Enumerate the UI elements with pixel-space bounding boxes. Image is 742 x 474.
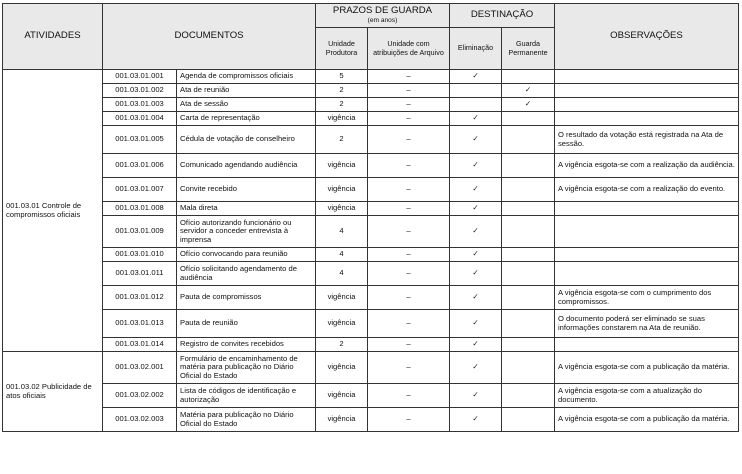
observacao xyxy=(555,98,739,112)
eliminacao-mark xyxy=(450,84,502,98)
table-row xyxy=(3,154,739,178)
header-prazos-title: PRAZOS DE GUARDA xyxy=(332,5,433,17)
document-code: 001.03.01.009 xyxy=(103,216,177,248)
prazo-unidade-produtora: vigência xyxy=(316,408,368,432)
document-name: Pauta de compromissos xyxy=(177,286,316,310)
document-code: 001.03.01.001 xyxy=(103,70,177,84)
header-atividades: ATIVIDADES xyxy=(3,4,103,70)
document-name: Carta de representação xyxy=(177,112,316,126)
prazo-unidade-arquivo: – xyxy=(368,248,450,262)
prazo-unidade-produtora: 4 xyxy=(316,248,368,262)
prazo-unidade-produtora: vigência xyxy=(316,286,368,310)
observacao xyxy=(555,70,739,84)
prazo-unidade-produtora: 2 xyxy=(316,84,368,98)
document-code: 001.03.01.004 xyxy=(103,112,177,126)
table-row xyxy=(3,178,739,202)
header-unidade-produtora: Unidade Produtora xyxy=(316,28,368,70)
activity-cell: 001.03.01 Controle de compromissos oficiais xyxy=(3,70,103,352)
guarda-permanente-mark xyxy=(502,70,555,84)
document-name: Formulário de encaminhamento de matéria para publicação no Diário Oficial do Estado xyxy=(177,352,316,384)
prazo-unidade-arquivo: – xyxy=(368,112,450,126)
document-name: Ata de reunião xyxy=(177,84,316,98)
eliminacao-mark: ✓ xyxy=(450,262,502,286)
document-code: 001.03.01.007 xyxy=(103,178,177,202)
document-code: 001.03.01.014 xyxy=(103,338,177,352)
document-name: Ofício autorizando funcionário ou servidor a conceder entrevista à imprensa xyxy=(177,216,316,248)
prazo-unidade-produtora: 2 xyxy=(316,338,368,352)
prazo-unidade-arquivo: – xyxy=(368,286,450,310)
prazo-unidade-produtora: vigência xyxy=(316,202,368,216)
eliminacao-mark: ✓ xyxy=(450,216,502,248)
document-name: Cédula de votação de conselheiro xyxy=(177,126,316,154)
prazo-unidade-arquivo: – xyxy=(368,310,450,338)
eliminacao-mark: ✓ xyxy=(450,248,502,262)
observacao xyxy=(555,216,739,248)
prazo-unidade-arquivo: – xyxy=(368,98,450,112)
document-name: Ata de sessão xyxy=(177,98,316,112)
prazo-unidade-produtora: 2 xyxy=(316,126,368,154)
activity-cell: 001.03.02 Publicidade de atos oficiais xyxy=(3,352,103,432)
eliminacao-mark: ✓ xyxy=(450,202,502,216)
prazo-unidade-arquivo: – xyxy=(368,154,450,178)
prazo-unidade-arquivo: – xyxy=(368,178,450,202)
document-code: 001.03.01.008 xyxy=(103,202,177,216)
eliminacao-mark: ✓ xyxy=(450,286,502,310)
guarda-permanente-mark xyxy=(502,248,555,262)
prazo-unidade-produtora: vigência xyxy=(316,154,368,178)
document-code: 001.03.01.010 xyxy=(103,248,177,262)
eliminacao-mark: ✓ xyxy=(450,384,502,408)
header-prazos xyxy=(316,4,450,28)
document-code: 001.03.02.003 xyxy=(103,408,177,432)
guarda-permanente-mark xyxy=(502,126,555,154)
table-body xyxy=(3,70,739,432)
table-row xyxy=(3,262,739,286)
eliminacao-mark: ✓ xyxy=(450,126,502,154)
table-row xyxy=(3,216,739,248)
prazo-unidade-produtora: vigência xyxy=(316,178,368,202)
header-guarda-permanente: Guarda Permanente xyxy=(502,28,555,70)
prazo-unidade-arquivo: – xyxy=(368,70,450,84)
eliminacao-mark: ✓ xyxy=(450,178,502,202)
guarda-permanente-mark xyxy=(502,338,555,352)
document-code: 001.03.01.013 xyxy=(103,310,177,338)
guarda-permanente-mark: ✓ xyxy=(502,98,555,112)
document-code: 001.03.01.005 xyxy=(103,126,177,154)
eliminacao-mark xyxy=(450,98,502,112)
observacao xyxy=(555,248,739,262)
table-row xyxy=(3,84,739,98)
document-name: Ofício convocando para reunião xyxy=(177,248,316,262)
document-code: 001.03.01.006 xyxy=(103,154,177,178)
prazo-unidade-arquivo: – xyxy=(368,338,450,352)
observacao xyxy=(555,338,739,352)
document-name: Matéria para publicação no Diário Oficial do Estado xyxy=(177,408,316,432)
document-code: 001.03.02.002 xyxy=(103,384,177,408)
document-name: Registro de convites recebidos xyxy=(177,338,316,352)
document-code: 001.03.01.011 xyxy=(103,262,177,286)
observacao: A vigência esgota-se com a publicação da matéria. xyxy=(555,352,739,384)
eliminacao-mark: ✓ xyxy=(450,408,502,432)
document-name: Pauta de reunião xyxy=(177,310,316,338)
observacao: O resultado da votação está registrada na Ata de sessão. xyxy=(555,126,739,154)
table-row xyxy=(3,248,739,262)
document-code: 001.03.02.001 xyxy=(103,352,177,384)
prazo-unidade-produtora: 5 xyxy=(316,70,368,84)
header-destinacao: DESTINAÇÃO xyxy=(450,4,555,28)
prazo-unidade-produtora: vigência xyxy=(316,384,368,408)
guarda-permanente-mark xyxy=(502,178,555,202)
prazo-unidade-arquivo: – xyxy=(368,262,450,286)
prazo-unidade-produtora: 2 xyxy=(316,98,368,112)
observacao: A vigência esgota-se com a atualização do documento. xyxy=(555,384,739,408)
guarda-permanente-mark xyxy=(502,112,555,126)
guarda-permanente-mark xyxy=(502,408,555,432)
document-code: 001.03.01.012 xyxy=(103,286,177,310)
observacao: A vigência esgota-se com o cumprimento dos compromissos. xyxy=(555,286,739,310)
prazo-unidade-produtora: 4 xyxy=(316,262,368,286)
guarda-permanente-mark xyxy=(502,352,555,384)
guarda-permanente-mark xyxy=(502,216,555,248)
eliminacao-mark: ✓ xyxy=(450,154,502,178)
guarda-permanente-mark xyxy=(502,202,555,216)
table-row xyxy=(3,384,739,408)
document-name: Comunicado agendando audiência xyxy=(177,154,316,178)
guarda-permanente-mark xyxy=(502,286,555,310)
table-row xyxy=(3,352,739,384)
header-observacoes: OBSERVAÇÕES xyxy=(555,4,739,70)
document-name: Convite recebido xyxy=(177,178,316,202)
observacao xyxy=(555,84,739,98)
table-row xyxy=(3,286,739,310)
document-code: 001.03.01.002 xyxy=(103,84,177,98)
observacao: A vigência esgota-se com a publicação da matéria. xyxy=(555,408,739,432)
eliminacao-mark: ✓ xyxy=(450,310,502,338)
table-row xyxy=(3,98,739,112)
prazo-unidade-arquivo: – xyxy=(368,384,450,408)
observacao: A vigência esgota-se com a realização do evento. xyxy=(555,178,739,202)
guarda-permanente-mark xyxy=(502,384,555,408)
table-row xyxy=(3,310,739,338)
table-row xyxy=(3,202,739,216)
observacao xyxy=(555,112,739,126)
prazo-unidade-arquivo: – xyxy=(368,202,450,216)
table-row xyxy=(3,112,739,126)
guarda-permanente-mark: ✓ xyxy=(502,84,555,98)
guarda-permanente-mark xyxy=(502,310,555,338)
document-name: Mala direta xyxy=(177,202,316,216)
table-row xyxy=(3,338,739,352)
document-name: Agenda de compromissos oficiais xyxy=(177,70,316,84)
prazo-unidade-produtora: vigência xyxy=(316,112,368,126)
prazo-unidade-arquivo: – xyxy=(368,216,450,248)
eliminacao-mark: ✓ xyxy=(450,112,502,126)
document-name: Lista de códigos de identificação e autorização xyxy=(177,384,316,408)
guarda-permanente-mark xyxy=(502,154,555,178)
document-name: Ofício solicitando agendamento de audiência xyxy=(177,262,316,286)
table-row xyxy=(3,70,739,84)
prazo-unidade-produtora: 4 xyxy=(316,216,368,248)
eliminacao-mark: ✓ xyxy=(450,70,502,84)
eliminacao-mark: ✓ xyxy=(450,352,502,384)
table-row xyxy=(3,408,739,432)
prazo-unidade-produtora: vigência xyxy=(316,352,368,384)
prazo-unidade-arquivo: – xyxy=(368,126,450,154)
prazo-unidade-arquivo: – xyxy=(368,408,450,432)
observacao xyxy=(555,262,739,286)
document-code: 001.03.01.003 xyxy=(103,98,177,112)
guarda-permanente-mark xyxy=(502,262,555,286)
prazo-unidade-produtora: vigência xyxy=(316,310,368,338)
observacao xyxy=(555,202,739,216)
temporality-table xyxy=(2,3,739,432)
observacao: A vigência esgota-se com a realização da audiência. xyxy=(555,154,739,178)
observacao: O documento poderá ser eliminado se suas informações constarem na Ata de reunião. xyxy=(555,310,739,338)
header-eliminacao: Eliminação xyxy=(450,28,502,70)
table-row xyxy=(3,126,739,154)
eliminacao-mark: ✓ xyxy=(450,338,502,352)
header-em-anos: (em anos) xyxy=(367,17,398,25)
header-unidade-arquivo: Unidade com atribuições de Arquivo xyxy=(368,28,450,70)
header-documentos: DOCUMENTOS xyxy=(103,4,316,70)
prazo-unidade-arquivo: – xyxy=(368,352,450,384)
prazo-unidade-arquivo: – xyxy=(368,84,450,98)
